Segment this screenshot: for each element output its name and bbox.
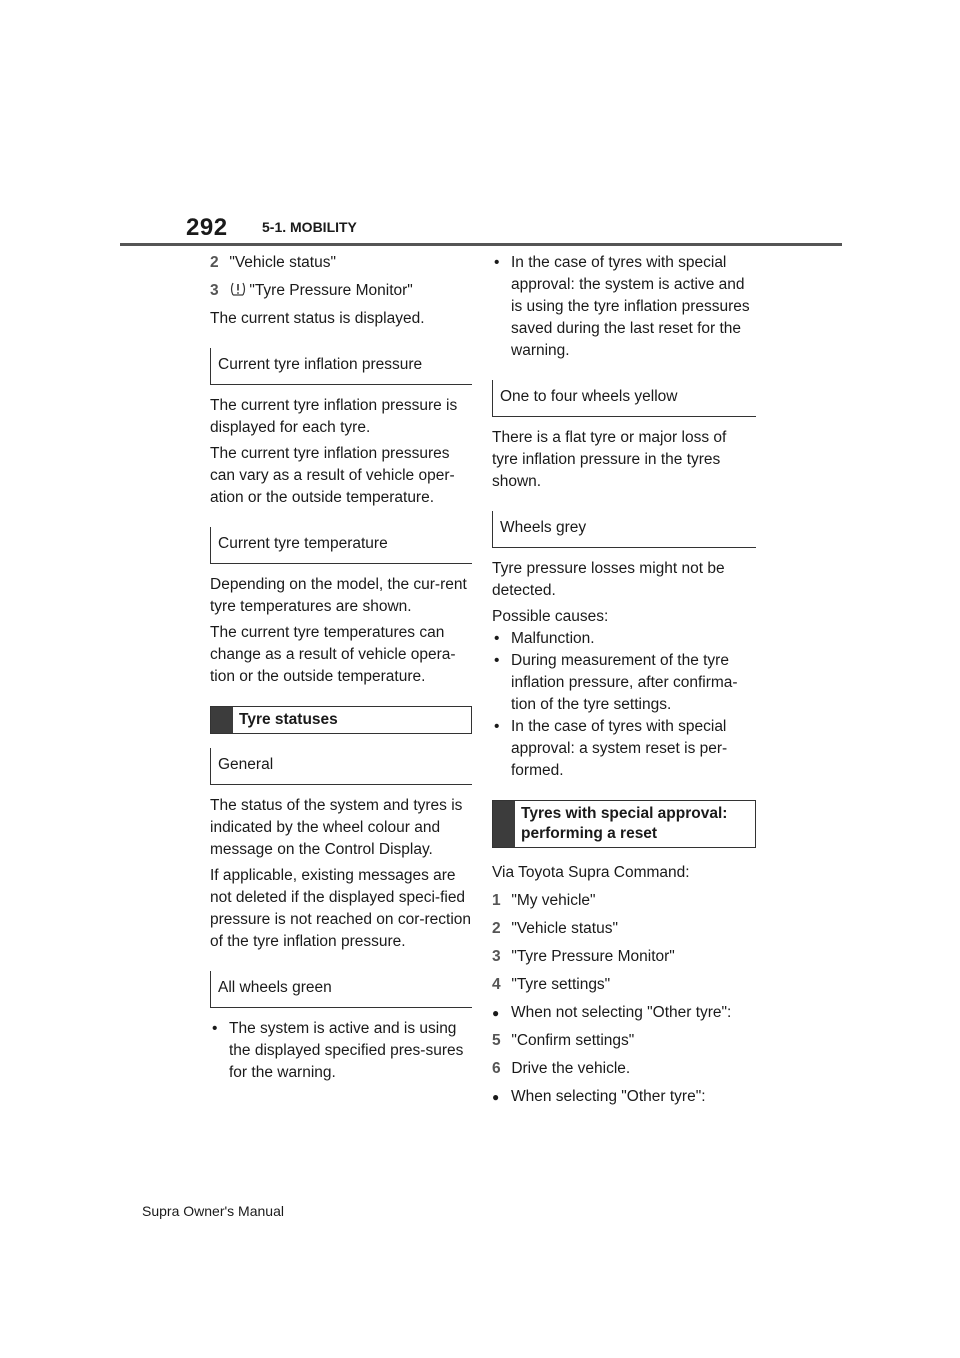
body-text: The current tyre inflation pressure is displayed for each tyre. bbox=[210, 397, 458, 436]
step-number: 4 bbox=[492, 976, 501, 993]
step-item bbox=[492, 1058, 756, 1080]
step-text: "Tyre settings" bbox=[511, 976, 611, 993]
left-column bbox=[210, 252, 472, 1088]
step-item bbox=[492, 946, 756, 968]
body-text: Depending on the model, the cur-rent tyre temperatures are shown. bbox=[210, 576, 467, 615]
step-text: "Tyre Pressure Monitor" bbox=[249, 282, 413, 299]
bullet-list bbox=[492, 252, 756, 362]
condition-list bbox=[492, 1002, 756, 1024]
section-title: 5-1. MOBILITY bbox=[262, 219, 357, 235]
condition-list bbox=[492, 1086, 756, 1108]
subheading-temperature: Current tyre temperature bbox=[210, 527, 472, 564]
body-text: Tyre pressure losses might not be detected. bbox=[492, 560, 725, 599]
list-item: • In the case of tyres with special approval: the system is active and is using the tyre inflation pressures saved during the last reset for the warning. bbox=[492, 252, 756, 362]
box-label: Tyre statuses bbox=[239, 711, 338, 728]
step-number: 1 bbox=[492, 892, 501, 909]
step-number: 3 bbox=[492, 948, 501, 965]
body-text: The status of the system and tyres is indicated by the wheel colour and message on the Control Display. bbox=[210, 797, 463, 858]
step-number: 5 bbox=[492, 1032, 501, 1049]
list-item: • Malfunction. bbox=[492, 628, 756, 650]
step-number: 6 bbox=[492, 1060, 501, 1077]
subheading-green: All wheels green bbox=[210, 971, 472, 1008]
body-text: If applicable, existing messages are not deleted if the displayed speci-fied pressure is not reached on cor-rection of the tyre inflation pressure. bbox=[210, 867, 472, 950]
step-text: "My vehicle" bbox=[511, 892, 596, 909]
bullet-list bbox=[210, 1018, 472, 1084]
subheading-yellow: One to four wheels yellow bbox=[492, 380, 756, 417]
box-label: Tyres with special approval: performing a reset bbox=[521, 805, 728, 842]
section-box-reset bbox=[492, 800, 756, 848]
body-text: The current tyre inflation pressures can vary as a result of vehicle oper-ation or the outside temperature. bbox=[210, 445, 455, 506]
section-box-tyre-statuses bbox=[210, 706, 472, 734]
body-text: Possible causes: bbox=[492, 608, 609, 625]
tyre-warning-icon bbox=[229, 281, 247, 297]
step-text: Drive the vehicle. bbox=[511, 1060, 631, 1077]
body-text: There is a flat tyre or major loss of tyre inflation pressure in the tyres shown. bbox=[492, 429, 727, 490]
right-column bbox=[492, 252, 756, 1112]
step-text: "Vehicle status" bbox=[229, 254, 336, 271]
box-marker bbox=[493, 801, 515, 847]
subheading-inflation: Current tyre inflation pressure bbox=[210, 348, 472, 385]
list-item: • The system is active and is using the displayed specified pres-sures for the warning. bbox=[210, 1018, 472, 1084]
step-number: 2 bbox=[492, 920, 501, 937]
list-item: ● When not selecting "Other tyre": bbox=[492, 1002, 756, 1024]
list-item: • In the case of tyres with special approval: a system reset is per-formed. bbox=[492, 716, 756, 782]
body-text: The current tyre temperatures can change as a result of vehicle opera-tion or the outside temperature. bbox=[210, 624, 456, 685]
step-item bbox=[492, 918, 756, 940]
step-number: 3 bbox=[210, 282, 219, 299]
step-item bbox=[210, 252, 472, 274]
step-item bbox=[492, 974, 756, 996]
step-text: "Tyre Pressure Monitor" bbox=[511, 948, 675, 965]
subheading-grey: Wheels grey bbox=[492, 511, 756, 548]
box-marker bbox=[211, 707, 233, 733]
page-header bbox=[0, 0, 960, 250]
footer-manual-title: Supra Owner's Manual bbox=[142, 1203, 284, 1219]
header-divider bbox=[120, 243, 842, 246]
step-number: 2 bbox=[210, 254, 219, 271]
list-item: ● When selecting "Other tyre": bbox=[492, 1086, 756, 1108]
step-item bbox=[492, 890, 756, 912]
step-text: "Confirm settings" bbox=[511, 1032, 635, 1049]
body-text: Via Toyota Supra Command: bbox=[492, 864, 690, 881]
list-item: • During measurement of the tyre inflation pressure, after confirma-tion of the tyre settings. bbox=[492, 650, 756, 716]
step-item bbox=[492, 1030, 756, 1052]
subheading-general: General bbox=[210, 748, 472, 785]
bullet-list bbox=[492, 628, 756, 782]
step-text: "Vehicle status" bbox=[511, 920, 618, 937]
body-text: The current status is displayed. bbox=[210, 310, 425, 327]
page-number: 292 bbox=[186, 214, 228, 241]
step-item bbox=[210, 280, 472, 302]
